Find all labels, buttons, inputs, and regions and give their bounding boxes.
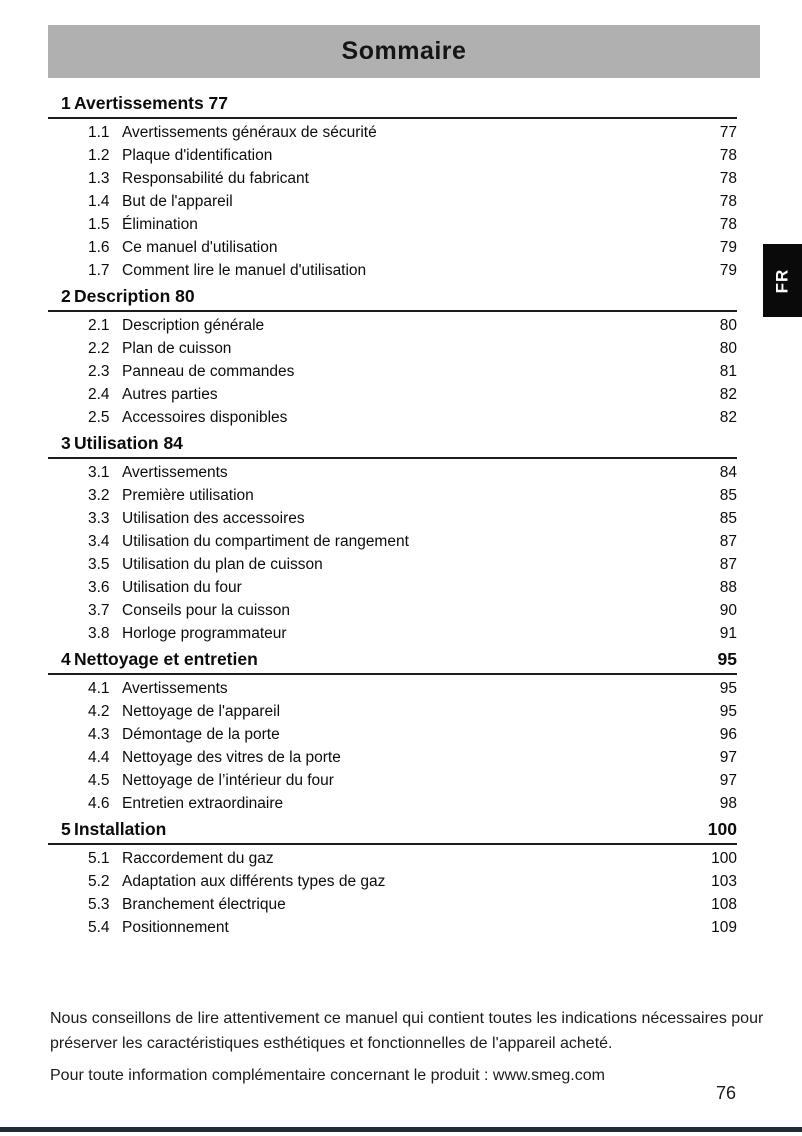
- toc-item-page: 103: [711, 873, 737, 890]
- toc-item-page: 88: [719, 579, 737, 596]
- toc-item-number: 3.1: [88, 464, 110, 481]
- toc-item-page: 82: [719, 386, 737, 403]
- toc-item-page: 98: [719, 795, 737, 812]
- toc-item: [48, 530, 737, 553]
- toc-section-header: [48, 432, 737, 459]
- toc-item-number: 5.1: [88, 850, 110, 867]
- toc-item-title: Avertissements: [122, 680, 228, 697]
- toc-item: [48, 190, 737, 213]
- toc-item-title: Conseils pour la cuisson: [122, 602, 291, 619]
- toc-item-title: Nettoyage de l’intérieur du four: [122, 772, 334, 789]
- toc-item: [48, 870, 737, 893]
- toc-section-items: [48, 312, 737, 429]
- toc-section-items: [48, 675, 737, 815]
- toc-item: [48, 553, 737, 576]
- toc-item-page: 78: [719, 170, 737, 187]
- toc-item-title: Avertissements: [122, 464, 228, 481]
- toc-item-number: 4.3: [88, 726, 110, 743]
- toc-item: [48, 383, 737, 406]
- toc-item-number: 4.6: [88, 795, 110, 812]
- toc-section-header: [48, 285, 737, 312]
- toc-section-header: [48, 648, 737, 675]
- toc-item-title: Plan de cuisson: [122, 340, 232, 357]
- toc-section: [48, 92, 737, 282]
- toc-item-number: 3.5: [88, 556, 110, 573]
- toc-item-page: 78: [719, 193, 737, 210]
- toc-item: [48, 677, 737, 700]
- toc-item-title: Horloge programmateur: [122, 625, 287, 642]
- toc-item: [48, 599, 737, 622]
- toc-item-page: 78: [719, 147, 737, 164]
- toc-item: [48, 121, 737, 144]
- toc-item-title: Comment lire le manuel d'utilisation: [122, 262, 367, 279]
- toc-item-number: 3.8: [88, 625, 110, 642]
- toc-item-number: 4.5: [88, 772, 110, 789]
- toc-item-title: Description générale: [122, 317, 265, 334]
- toc-item-number: 3.3: [88, 510, 110, 527]
- footer-note: [50, 1006, 764, 1088]
- toc-section-title: Utilisation 84: [74, 433, 183, 453]
- toc-item-number: 5.3: [88, 896, 110, 913]
- toc-item: [48, 893, 737, 916]
- toc-section-number: 4: [61, 649, 71, 669]
- toc-item-page: 91: [719, 625, 737, 642]
- toc-item-title: Utilisation du four: [122, 579, 242, 596]
- toc-item-number: 2.4: [88, 386, 110, 403]
- toc-section-number: 3: [61, 433, 71, 453]
- toc-item: [48, 792, 737, 815]
- toc-item-number: 1.3: [88, 170, 110, 187]
- toc-item-title: Avertissements généraux de sécurité: [122, 124, 377, 141]
- toc-item-number: 4.2: [88, 703, 110, 720]
- toc-item-page: 78: [719, 216, 737, 233]
- toc-item-page: 109: [711, 919, 737, 936]
- toc-item-title: Ce manuel d'utilisation: [122, 239, 278, 256]
- toc-item-number: 5.4: [88, 919, 110, 936]
- toc-item: [48, 746, 737, 769]
- toc-item-page: 95: [719, 703, 737, 720]
- toc-section: [48, 432, 737, 645]
- toc-item-title: Utilisation du compartiment de rangement: [122, 533, 409, 550]
- toc-item-title: Branchement électrique: [122, 896, 286, 913]
- toc-item-page: 97: [719, 749, 737, 766]
- page-title-banner: [48, 25, 760, 78]
- toc-item: [48, 622, 737, 645]
- toc-item-number: 2.2: [88, 340, 110, 357]
- toc-item-page: 95: [719, 680, 737, 697]
- toc-section-items: [48, 119, 737, 282]
- toc-item: [48, 236, 737, 259]
- toc-item-title: Nettoyage des vitres de la porte: [122, 749, 341, 766]
- toc-item-title: But de l'appareil: [122, 193, 233, 210]
- toc-item-title: Responsabilité du fabricant: [122, 170, 309, 187]
- toc-item-number: 1.5: [88, 216, 110, 233]
- toc-item-title: Plaque d'identification: [122, 147, 273, 164]
- toc-item-page: 80: [719, 317, 737, 334]
- toc-item-number: 3.7: [88, 602, 110, 619]
- toc-section-page: 100: [707, 819, 737, 839]
- table-of-contents: [48, 92, 737, 939]
- toc-item: [48, 461, 737, 484]
- toc-item: [48, 700, 737, 723]
- toc-item: [48, 213, 737, 236]
- toc-item-title: Positionnement: [122, 919, 229, 936]
- toc-section-header: [48, 92, 737, 119]
- toc-item-title: Utilisation du plan de cuisson: [122, 556, 323, 573]
- toc-item-number: 2.5: [88, 409, 110, 426]
- toc-item-title: Entretien extraordinaire: [122, 795, 284, 812]
- toc-item-title: Accessoires disponibles: [122, 409, 288, 426]
- language-tab: [763, 244, 802, 317]
- toc-item-title: Démontage de la porte: [122, 726, 280, 743]
- toc-item-title: Nettoyage de l'appareil: [122, 703, 281, 720]
- toc-item-number: 4.4: [88, 749, 110, 766]
- toc-item: [48, 769, 737, 792]
- toc-section: [48, 285, 737, 429]
- toc-item-page: 87: [719, 556, 737, 573]
- toc-item-page: 96: [719, 726, 737, 743]
- footer-paragraph: Nous conseillons de lire attentivement ce manuel qui contient toutes les indications nécessaires pour préserver les caractéristiques esthétiques et fonctionnelles de l'appareil acheté.: [50, 1010, 764, 1052]
- toc-item: [48, 576, 737, 599]
- toc-item: [48, 259, 737, 282]
- toc-item-page: 85: [719, 487, 737, 504]
- toc-item-page: 85: [719, 510, 737, 527]
- toc-item-number: 2.1: [88, 317, 110, 334]
- toc-item-number: 5.2: [88, 873, 110, 890]
- toc-item-page: 79: [719, 239, 737, 256]
- toc-section-page: 95: [717, 649, 737, 669]
- toc-item: [48, 916, 737, 939]
- toc-item-page: 87: [719, 533, 737, 550]
- toc-section-number: 2: [61, 286, 71, 306]
- toc-item: [48, 360, 737, 383]
- toc-item-title: Panneau de commandes: [122, 363, 295, 380]
- toc-item-page: 82: [719, 409, 737, 426]
- toc-item-title: Adaptation aux différents types de gaz: [122, 873, 386, 890]
- toc-item-number: 1.4: [88, 193, 110, 210]
- page-number: 76: [715, 1083, 736, 1103]
- toc-item-page: 108: [711, 896, 737, 913]
- toc-section-title: Installation: [74, 819, 167, 839]
- toc-item-number: 1.1: [88, 124, 110, 141]
- toc-item-number: 1.2: [88, 147, 110, 164]
- footer-info-line: Pour toute information complémentaire concernant le produit : www.smeg.com: [50, 1067, 605, 1084]
- toc-section-items: [48, 459, 737, 645]
- toc-item-page: 90: [719, 602, 737, 619]
- toc-item-page: 84: [719, 464, 737, 481]
- toc-section-header: [48, 818, 737, 845]
- toc-item: [48, 406, 737, 429]
- toc-item: [48, 144, 737, 167]
- toc-item-page: 97: [719, 772, 737, 789]
- toc-item-number: 4.1: [88, 680, 110, 697]
- toc-item: [48, 507, 737, 530]
- toc-item-number: 3.6: [88, 579, 110, 596]
- toc-section-number: 5: [61, 819, 71, 839]
- toc-item: [48, 314, 737, 337]
- toc-item: [48, 847, 737, 870]
- toc-section-items: [48, 845, 737, 939]
- toc-item-title: Raccordement du gaz: [122, 850, 274, 867]
- toc-section-title: Nettoyage et entretien: [74, 649, 258, 669]
- toc-item-number: 1.7: [88, 262, 110, 279]
- toc-section-title: Avertissements 77: [74, 93, 229, 113]
- bottom-bar: [0, 1127, 802, 1132]
- toc-item-page: 81: [719, 363, 737, 380]
- toc-item: [48, 167, 737, 190]
- toc-section: [48, 648, 737, 815]
- toc-item-title: Autres parties: [122, 386, 218, 403]
- toc-item-page: 77: [719, 124, 737, 141]
- toc-section: [48, 818, 737, 939]
- toc-item-number: 3.4: [88, 533, 110, 550]
- toc-item-number: 2.3: [88, 363, 110, 380]
- toc-section-title: Description 80: [74, 286, 195, 306]
- toc-section-number: 1: [61, 93, 71, 113]
- toc-item: [48, 337, 737, 360]
- toc-item-page: 100: [711, 850, 737, 867]
- language-tab-label: FR: [772, 268, 792, 293]
- toc-item-page: 80: [719, 340, 737, 357]
- toc-item-number: 3.2: [88, 487, 110, 504]
- toc-item-title: Première utilisation: [122, 487, 254, 504]
- toc-item-title: Utilisation des accessoires: [122, 510, 305, 527]
- toc-item-page: 79: [719, 262, 737, 279]
- toc-item: [48, 484, 737, 507]
- toc-item-title: Élimination: [122, 216, 198, 233]
- toc-item: [48, 723, 737, 746]
- page-title: Sommaire: [341, 37, 467, 65]
- toc-item-number: 1.6: [88, 239, 110, 256]
